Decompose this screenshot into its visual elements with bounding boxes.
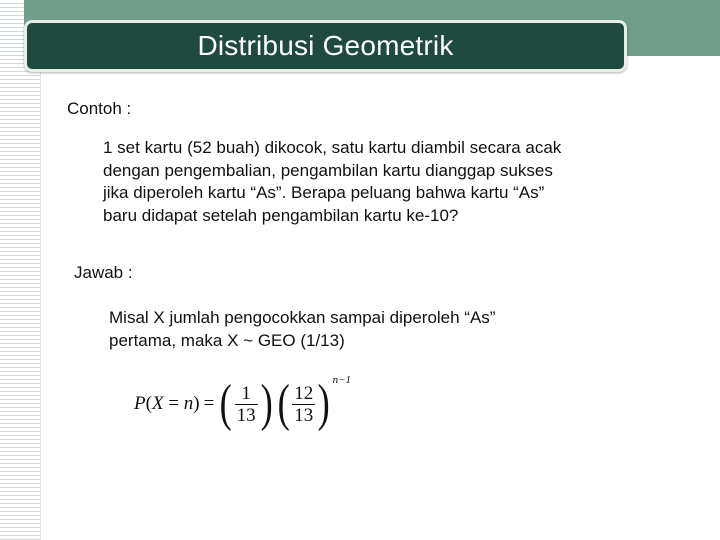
answer-text xyxy=(109,306,669,352)
question-line: 1 set kartu (52 buah) dikocok, satu kartu diambil secara acak xyxy=(103,138,562,157)
question-line: jika diperoleh kartu “As”. Berapa peluang bahwa kartu “As” xyxy=(103,183,545,202)
margin-stripes-top xyxy=(0,0,24,56)
formula-exponent: n−1 xyxy=(332,374,352,386)
formula-lhs: P(X = n) xyxy=(134,393,200,414)
margin-stripes xyxy=(0,56,41,540)
formula-equals: = xyxy=(203,393,215,414)
title-banner xyxy=(24,20,627,72)
fraction-12-13: $\frac{12}{13}$ xyxy=(294,382,314,426)
formula-term-2: ( $\frac{12}{13}$ ) xyxy=(277,375,331,432)
fraction-1-13: $\frac{1}{13}$ xyxy=(236,382,256,426)
slide-title: Distribusi Geometrik xyxy=(197,30,454,61)
question-line: baru didapat setelah pengambilan kartu ke-10? xyxy=(103,205,459,225)
question-text xyxy=(103,137,663,227)
answer-label: Jawab : xyxy=(74,263,133,282)
question-line: dengan pengembalian, pengambilan kartu dianggap sukses xyxy=(103,160,553,180)
example-label: Contoh : xyxy=(67,99,132,118)
formula-term-1: ( $\frac{1}{13}$ ) xyxy=(219,375,273,432)
geometric-pmf-formula xyxy=(134,372,351,436)
answer-line: pertama, maka X ~ GEO (1/13) xyxy=(109,331,345,350)
answer-line: Misal X jumlah pengocokkan sampai diperoleh “As” xyxy=(109,308,496,327)
